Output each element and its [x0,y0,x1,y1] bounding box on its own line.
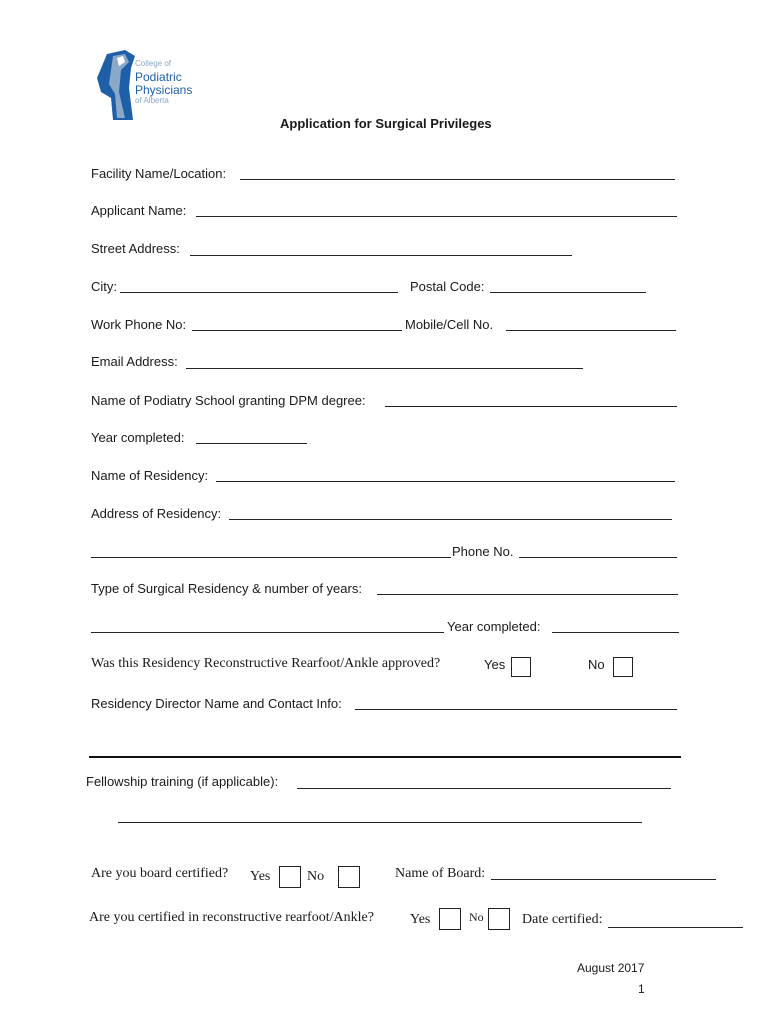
board-no-checkbox[interactable] [338,866,360,888]
street-field[interactable] [190,255,572,256]
board-name-label: Name of Board: [395,866,486,881]
school-label: Name of Podiatry School granting DPM degree: [91,393,366,408]
approved-yes-label: Yes [484,657,506,672]
board-question: Are you board certified? [91,866,229,881]
college-logo [95,48,205,124]
approved-no-checkbox[interactable] [613,657,633,677]
residency-address-field[interactable] [229,519,672,520]
city-label: City: [91,279,117,294]
logo-line-3: Physicians [135,83,193,97]
email-label: Email Address: [91,354,178,369]
applicant-label: Applicant Name: [91,203,187,218]
year-completed-label: Year completed: [91,430,185,445]
fellowship-label: Fellowship training (if applicable): [86,774,279,789]
work-phone-field[interactable] [192,330,402,331]
year-completed-2-label: Year completed: [447,619,541,634]
approved-no-label: No [588,657,605,672]
phone-field[interactable] [519,557,677,558]
section-divider [89,756,681,758]
residency-name-label: Name of Residency: [91,468,209,483]
board-no-label: No [307,869,325,884]
form-title: Application for Surgical Privileges [280,116,492,131]
recon-yes-label: Yes [410,912,431,927]
board-yes-label: Yes [250,869,271,884]
surgical-type-label: Type of Surgical Residency & number of years: [91,581,362,596]
year-completed-2-field[interactable] [552,632,679,633]
facility-label: Facility Name/Location: [91,166,227,181]
postal-label: Postal Code: [410,279,485,294]
date-certified-field[interactable] [608,927,743,928]
street-label: Street Address: [91,241,180,256]
applicant-field[interactable] [196,216,677,217]
fellowship-field-2[interactable] [118,822,642,823]
logo-line-2: Podiatric [135,70,182,84]
date-certified-label: Date certified: [522,912,603,927]
recon-question: Are you certified in reconstructive rearfoot/Ankle? [89,910,374,925]
school-field[interactable] [385,406,677,407]
footer-date: August 2017 [577,961,645,975]
residency-address-label: Address of Residency: [91,506,222,521]
surgical-type-field-2[interactable] [91,632,444,633]
facility-field[interactable] [240,179,675,180]
board-name-field[interactable] [491,879,716,880]
city-field[interactable] [120,292,398,293]
mobile-field[interactable] [506,330,676,331]
residency-name-field[interactable] [216,481,675,482]
mobile-label: Mobile/Cell No. [405,317,494,332]
approved-yes-checkbox[interactable] [511,657,531,677]
logo-line-4: of Alberta [135,96,169,105]
surgical-type-field[interactable] [377,594,678,595]
recon-yes-checkbox[interactable] [439,908,461,930]
page-number: 1 [638,982,645,996]
board-yes-checkbox[interactable] [279,866,301,888]
work-phone-label: Work Phone No: [91,317,187,332]
phone-label: Phone No. [452,544,514,559]
fellowship-field[interactable] [297,788,671,789]
postal-field[interactable] [490,292,646,293]
director-label: Residency Director Name and Contact Info: [91,696,342,711]
foot-logo-icon [95,48,137,122]
recon-no-checkbox[interactable] [488,908,510,930]
director-field[interactable] [355,709,677,710]
email-field[interactable] [186,368,583,369]
recon-no-label: No [469,910,484,924]
residency-address-field-2[interactable] [91,557,451,558]
logo-line-1: College of [135,59,172,68]
year-completed-field[interactable] [196,443,307,444]
approved-question: Was this Residency Reconstructive Rearfoot/Ankle approved? [91,656,441,671]
